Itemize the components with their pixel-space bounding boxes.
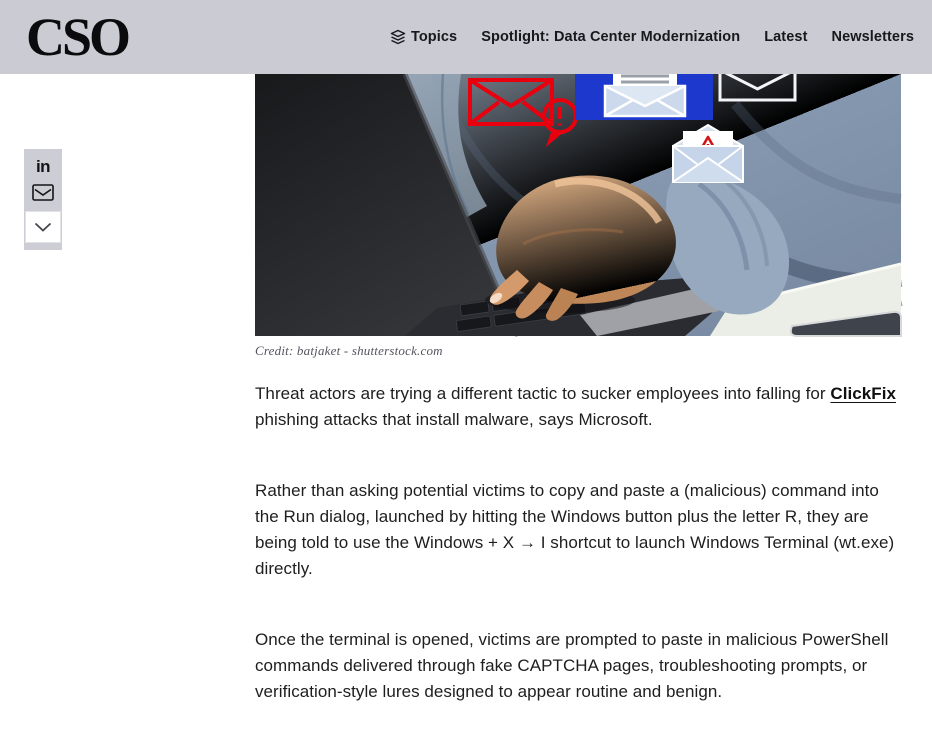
- cso-logo[interactable]: CSO: [26, 7, 129, 67]
- warning-envelope-icon: [673, 125, 743, 182]
- hero-image: [255, 74, 901, 336]
- nav-newsletters[interactable]: Newsletters: [831, 29, 914, 45]
- nav-latest[interactable]: Latest: [764, 29, 808, 45]
- nav-spotlight[interactable]: Spotlight: Data Center Modernization: [481, 29, 741, 45]
- hero-figure: [255, 74, 901, 358]
- paragraph-2: Rather than asking potential victims to copy and paste a (malicious) command into the Run dialog, launched by hitting the Windows button plus the letter R, they are being told to use the Windows + X → I shortcut to launch Windows Terminal (wt.exe) directly.: [255, 481, 895, 578]
- linkedin-icon: in: [35, 157, 51, 176]
- main-nav: [390, 29, 914, 45]
- expand-share-button[interactable]: [26, 212, 60, 242]
- paragraph-3: Once the terminal is opened, victims are prompted to paste in malicious PowerShell commands delivered through fake CAPTCHA pages, troubleshooting prompts, or verification-style lures designed to appear routine and benign.: [255, 630, 889, 701]
- chevron-down-icon: [34, 220, 52, 235]
- site-header: [0, 0, 932, 74]
- paragraph-1: Threat actors are trying a different tactic to sucker employees into falling for ClickFix phishing attacks that install malware, says Microsoft.: [255, 384, 897, 429]
- mail-icon: [32, 184, 54, 204]
- clickfix-link[interactable]: ClickFix: [830, 384, 897, 403]
- nav-topics[interactable]: Topics: [390, 29, 457, 45]
- linkedin-share-button[interactable]: [36, 158, 50, 175]
- share-rail: [24, 149, 62, 250]
- image-credit: Credit: batjaket - shutterstock.com: [255, 343, 443, 358]
- email-share-button[interactable]: [32, 184, 54, 204]
- article-body: [255, 74, 901, 705]
- layers-icon: [390, 29, 406, 45]
